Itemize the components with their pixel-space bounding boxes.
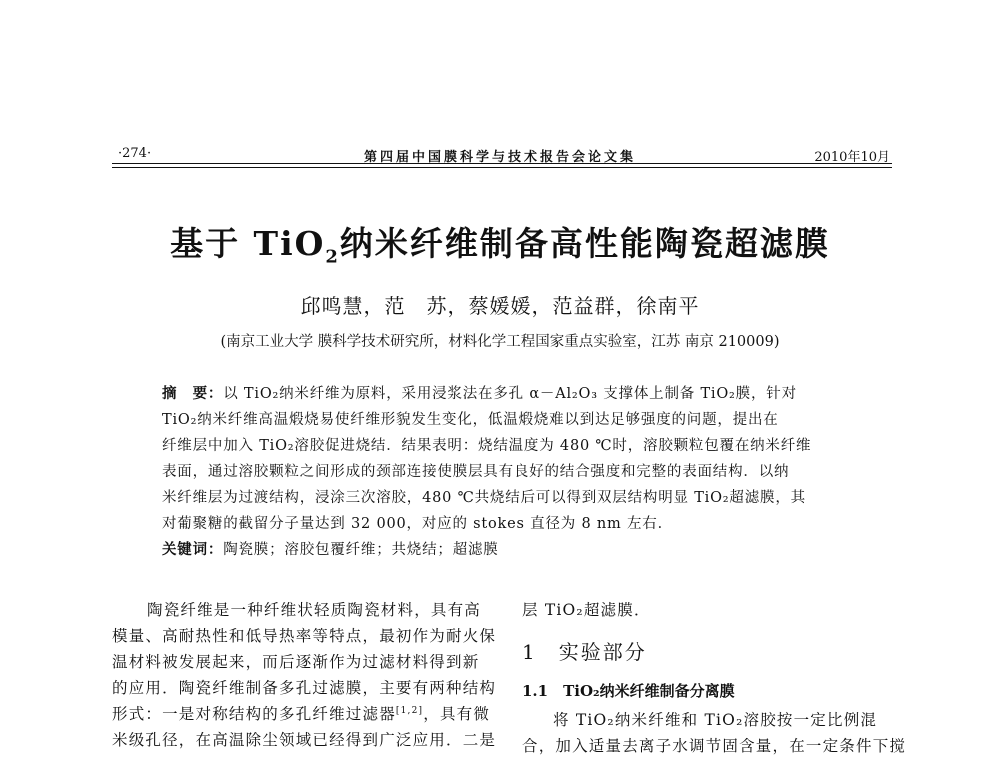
publication-date: 2010年10月 [814, 150, 890, 165]
keywords-text: 陶瓷膜；溶胶包覆纤维；共烧结；超滤膜 [223, 542, 499, 558]
abstract-line: TiO₂纳米纤维高温煅烧易使纤维形貌发生变化，低温煅烧难以到达足够强度的问题，提出在 [162, 412, 779, 428]
abstract-line: 表面，通过溶胶颗粒之间形成的颈部连接使膜层具有良好的结合强度和完整的表面结构．以纳 [162, 464, 790, 480]
section-heading: 1 实验部分 [522, 640, 647, 664]
abstract-line: 对葡聚糖的截留分子量达到 32 000，对应的 stokes 直径为 8 nm 左右． [162, 516, 673, 532]
body-line: 陶瓷纤维是一种纤维状轻质陶瓷材料，具有高 [147, 601, 482, 619]
header-rule-bottom [112, 167, 892, 168]
affiliation: (南京工业大学 膜科学技术研究所，材料化学工程国家重点实验室，江苏 南京 210009) [220, 334, 780, 350]
body-line: 层 TiO₂超滤膜． [522, 601, 651, 619]
header-rule-top [112, 163, 892, 164]
abstract-line: 米纤维层为过渡结构，浸涂三次溶胶，480 ℃共烧结后可以得到双层结构明显 TiO₂超滤膜，其 [162, 490, 806, 506]
body-line: 温材料被发展起来，而后逐渐作为过滤材料得到新 [112, 653, 480, 671]
body-line: 的应用．陶瓷纤维制备多孔过滤膜，主要有两种结构 [112, 679, 497, 697]
abstract-line: 纤维层中加入 TiO₂溶胶促进烧结．结果表明：烧结温度为 480 ℃时，溶胶颗粒包覆在纳米纤维 [162, 438, 812, 454]
body-line: 形式：一是对称结构的多孔纤维过滤器[1,2]，具有微 [112, 705, 491, 723]
body-line: 米级孔径，在高温除尘领域已经得到广泛应用．二是 [112, 731, 497, 749]
body-line: 合，加入适量去离子水调节固含量，在一定条件下搅 [522, 737, 907, 755]
proceedings-title: 第四届中国膜科学与技术报告会论文集 [363, 150, 636, 165]
abstract-label: 摘 要： [162, 385, 224, 402]
body-line: 模量、高耐热性和低导热率等特点，最初作为耐火保 [112, 627, 497, 645]
abstract-line: 摘 要：以 TiO₂纳米纤维为原料，采用浸浆法在多孔 α－Al₂O₃ 支撑体上制备 TiO₂膜，针对 [162, 385, 797, 402]
subsection-heading: 1.1 TiO₂纳米纤维制备分离膜 [522, 682, 735, 700]
keywords-label: 关键词： [162, 541, 224, 558]
keywords-line [162, 538, 499, 559]
authors: 邱鸣慧，范 苏，蔡媛媛，范益群，徐南平 [300, 294, 700, 318]
citation: [1,2] [395, 705, 424, 716]
page-number: ·274· [118, 146, 152, 161]
paper-title: 基于 TiO$_2$纳米纤维制备高性能陶瓷超滤膜 [170, 224, 830, 268]
body-line: 将 TiO₂纳米纤维和 TiO₂溶胶按一定比例混 [553, 711, 878, 729]
